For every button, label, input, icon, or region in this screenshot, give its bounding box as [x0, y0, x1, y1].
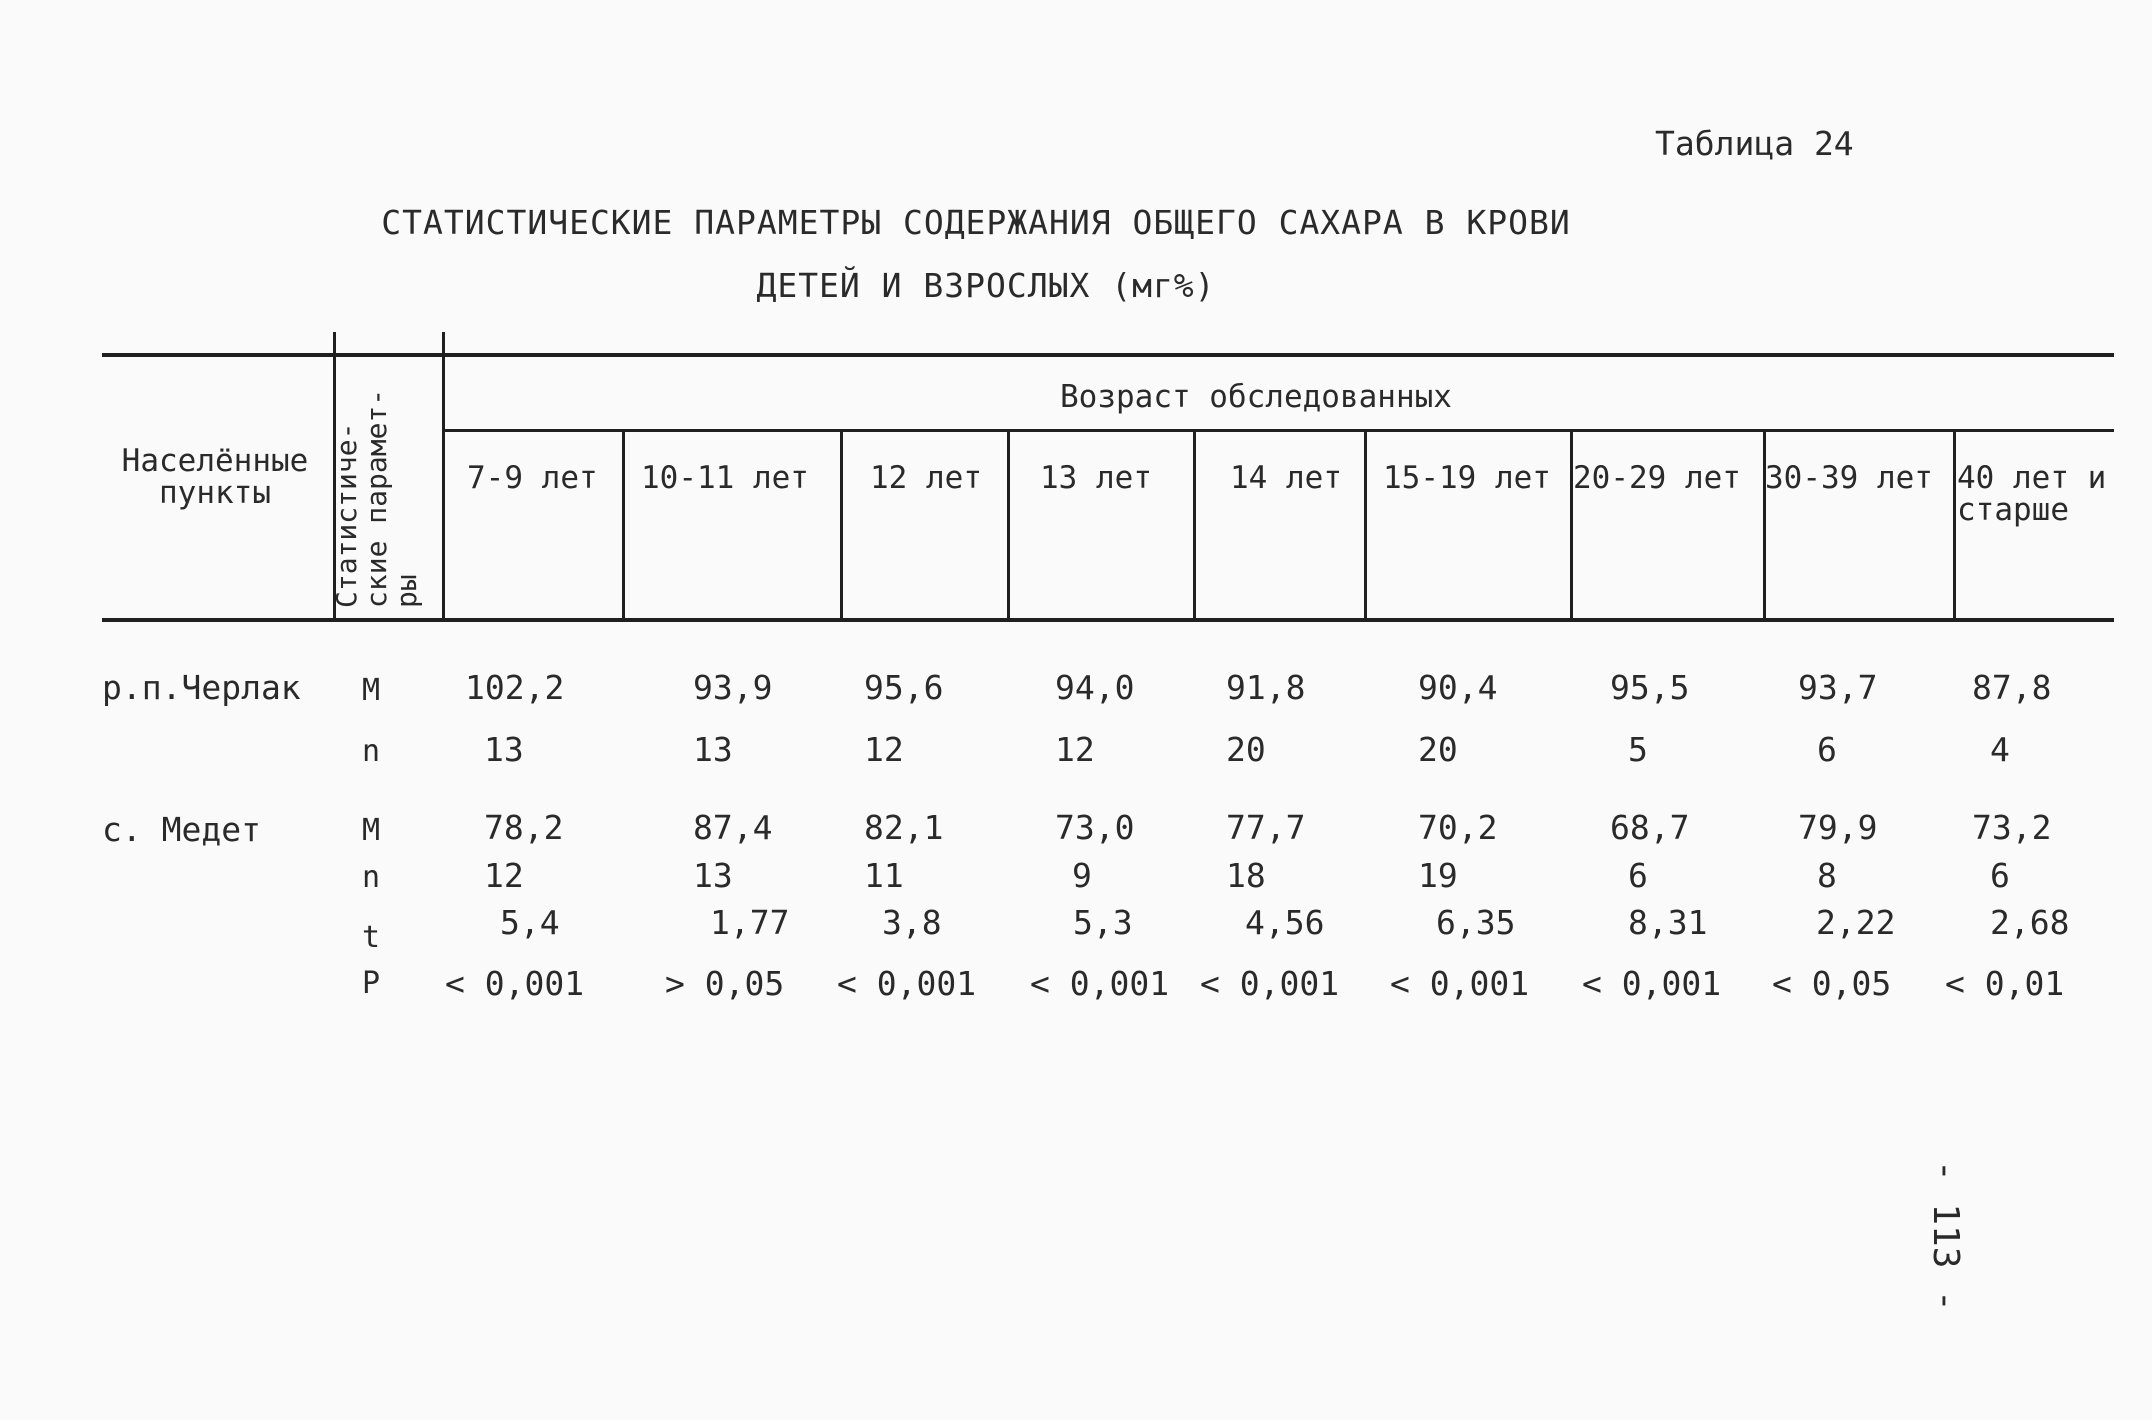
table-cell: 93,9	[693, 668, 773, 707]
table-cell: 70,2	[1418, 808, 1498, 847]
table-cell: 4	[1990, 730, 2010, 769]
table-cell: 91,8	[1226, 668, 1306, 707]
table-cell: 20	[1418, 730, 1458, 769]
table-cell: 79,9	[1798, 808, 1878, 847]
col-divider-7	[1763, 429, 1766, 622]
table-top-rule	[102, 353, 2114, 357]
param-label: n	[362, 860, 381, 895]
header-age-12: 12 лет	[870, 460, 982, 496]
table-cell: < 0,001	[1390, 964, 1530, 1003]
param-label: n	[362, 734, 381, 769]
table-cell: 12	[1055, 730, 1095, 769]
table-cell: 12	[484, 856, 524, 895]
table-cell: 78,2	[484, 808, 564, 847]
settlement-medet: с. Медет	[102, 810, 261, 849]
table-cell: 94,0	[1055, 668, 1135, 707]
table-cell: 5,3	[1073, 903, 1133, 942]
table-cell: < 0,001	[1030, 964, 1170, 1003]
table-cell: 6	[1990, 856, 2010, 895]
table-cell: 77,7	[1226, 808, 1306, 847]
table-cell: 82,1	[864, 808, 944, 847]
table-cell: 102,2	[465, 668, 565, 707]
table-cell: 8,31	[1628, 903, 1708, 942]
header-age-group: Возраст обследованных	[1060, 379, 1452, 415]
table-cell: < 0,001	[837, 964, 977, 1003]
table-cell: 6	[1817, 730, 1837, 769]
table-cell: 8	[1817, 856, 1837, 895]
param-label: M	[362, 673, 381, 708]
table-cell: 73,0	[1055, 808, 1135, 847]
table-cell: 6,35	[1436, 903, 1516, 942]
table-number: Таблица 24	[1655, 124, 1854, 163]
header-stat-params: Статистиче-ские парамет-ры	[330, 388, 423, 608]
table-cell: < 0,01	[1945, 964, 2065, 1003]
col-divider-4	[1193, 429, 1196, 622]
header-age-7-9: 7-9 лет	[467, 460, 598, 496]
param-label: M	[362, 813, 381, 848]
table-cell: 87,4	[693, 808, 773, 847]
table-cell: 13	[693, 856, 733, 895]
param-label: P	[362, 966, 381, 1001]
header-bottom-rule	[102, 618, 2114, 622]
header-age-30-39: 30-39 лет	[1765, 460, 1933, 496]
table-cell: 87,8	[1972, 668, 2052, 707]
header-age-13: 13 лет	[1040, 460, 1152, 496]
table-cell: 93,7	[1798, 668, 1878, 707]
col-divider-2	[840, 429, 843, 622]
table-cell: 2,22	[1816, 903, 1896, 942]
table-cell: 5	[1628, 730, 1648, 769]
table-cell: 13	[693, 730, 733, 769]
table-cell: 95,6	[864, 668, 944, 707]
table-cell: 73,2	[1972, 808, 2052, 847]
table-cell: 13	[484, 730, 524, 769]
table-cell: 4,56	[1245, 903, 1325, 942]
table-cell: 18	[1226, 856, 1266, 895]
table-cell: 5,4	[500, 903, 560, 942]
header-settlements: Населённые пункты	[121, 443, 309, 511]
param-label: t	[362, 920, 381, 955]
header-age-40-plus: 40 лет и старше	[1957, 460, 2107, 528]
table-cell: 90,4	[1418, 668, 1498, 707]
table-cell: < 0,001	[1582, 964, 1722, 1003]
table-cell: 3,8	[882, 903, 942, 942]
table-cell: 95,5	[1610, 668, 1690, 707]
table-cell: 12	[864, 730, 904, 769]
table-cell: 11	[864, 856, 904, 895]
col-divider-5	[1364, 429, 1367, 622]
settlement-cherlak: р.п.Черлак	[102, 668, 301, 707]
table-cell: 1,77	[710, 903, 790, 942]
table-cell: < 0,05	[1772, 964, 1892, 1003]
col-divider-6	[1570, 429, 1573, 622]
header-age-10-11: 10-11 лет	[641, 460, 809, 496]
header-age-15-19: 15-19 лет	[1383, 460, 1551, 496]
table-cell: 9	[1072, 856, 1092, 895]
table-title-line-2: ДЕТЕЙ И ВЗРОСЛЫХ (мг%)	[756, 266, 1216, 305]
table-cell: < 0,001	[1200, 964, 1340, 1003]
header-age-20-29: 20-29 лет	[1573, 460, 1741, 496]
col-divider-params	[442, 332, 445, 622]
age-group-rule	[443, 429, 2114, 432]
col-divider-1	[622, 429, 625, 622]
header-age-14: 14 лет	[1230, 460, 1342, 496]
table-cell: 68,7	[1610, 808, 1690, 847]
col-divider-3	[1007, 429, 1010, 622]
table-title-line-1: СТАТИСТИЧЕСКИЕ ПАРАМЕТРЫ СОДЕРЖАНИЯ ОБЩЕГО САХАРА В КРОВИ	[381, 203, 1571, 242]
col-divider-8	[1953, 429, 1956, 622]
table-cell: 20	[1226, 730, 1266, 769]
table-cell: > 0,05	[665, 964, 785, 1003]
page-number: - 113 -	[1925, 1160, 1966, 1312]
table-cell: 6	[1628, 856, 1648, 895]
table-cell: < 0,001	[445, 964, 585, 1003]
table-cell: 2,68	[1990, 903, 2070, 942]
table-cell: 19	[1418, 856, 1458, 895]
